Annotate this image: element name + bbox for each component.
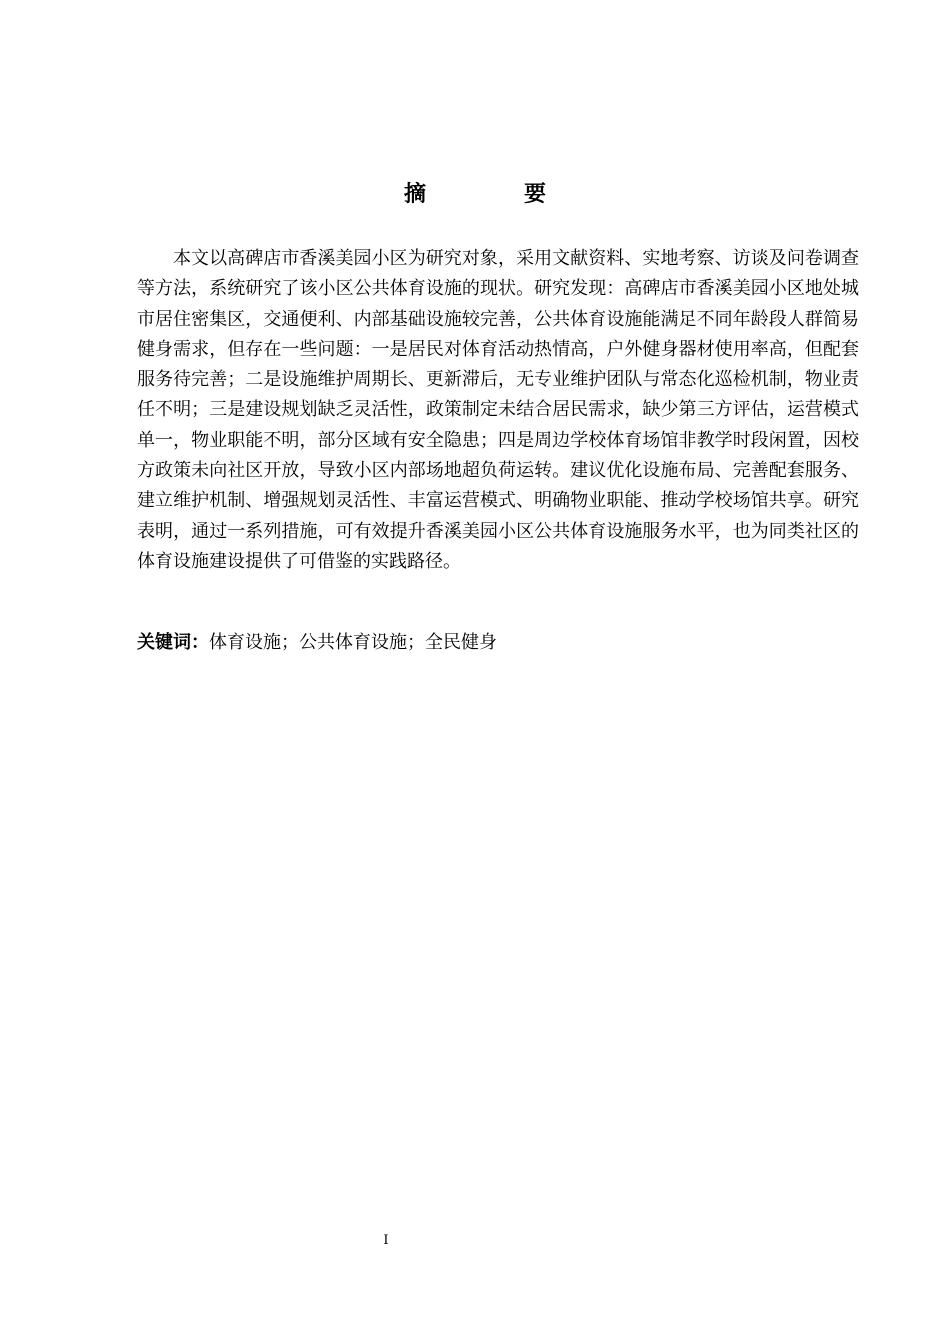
keywords-list: 体育设施；公共体育设施；全民健身 — [209, 632, 497, 653]
page-number: I — [383, 1233, 389, 1248]
abstract-body: 本文以高碑店市香溪美园小区为研究对象，采用文献资料、实地考察、访谈及问卷调查等方法，系统研究了该小区公共体育设施的现状。研究发现：高碑店市香溪美园小区地处城市居住密集区，交通便利、内部基础设施较完善，公共体育设施能满足不同年龄段人群简易健身需求，但存在一些问题：一是居民对体育活动热情高，户外健身器材使用率高，但配套服务待完善；二是设施维护周期长、更新滞后，无专业维护团队与常态化巡检机制，物业责任不明；三是建设规划缺乏灵活性，政策制定未结合居民需求，缺少第三方评估，运营模式单一，物业职能不明，部分区域有安全隐患；四是周边学校体育场馆非教学时段闲置，因校方政策未向社区开放，导致小区内部场地超负荷运转。建议优化设施布局、完善配套服务、建立维护机制、增强规划灵活性、丰富运营模式、明确物业职能、推动学校场馆共享。研究表明，通过一系列措施，可有效提升香溪美园小区公共体育设施服务水平，也为同类社区的体育设施建设提供了可借鉴的实践路径。 — [137, 248, 859, 572]
keywords-label: 关键词： — [137, 632, 209, 653]
keywords-line — [137, 628, 859, 658]
abstract-title: 摘 要 — [403, 182, 584, 207]
